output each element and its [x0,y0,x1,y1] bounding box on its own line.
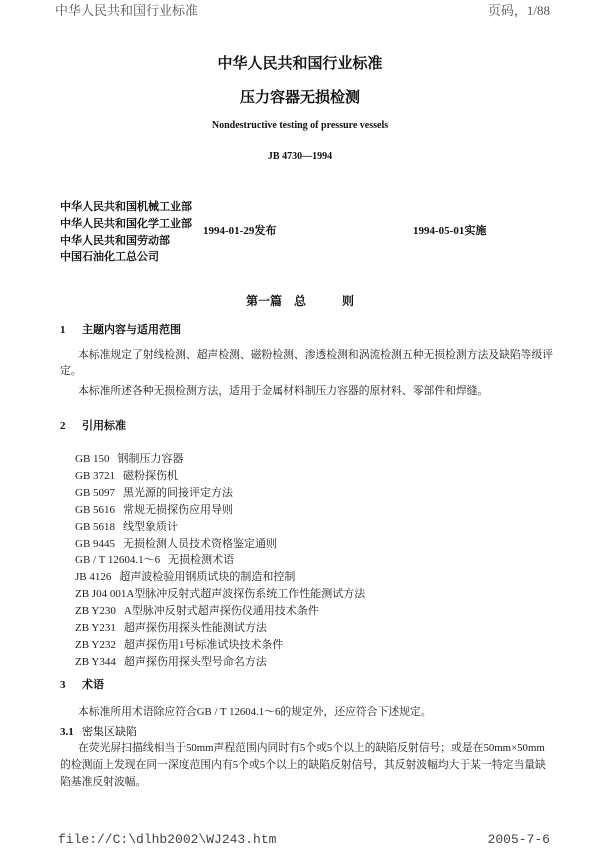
reference-code: GB 3721 [75,469,116,482]
reference-code: GB 150 [75,453,110,465]
paragraph: 在荧光屏扫描线相当于50mm声程范围内同时有5个或5个以上的缺陷反射信号；或是在50mm×50mm的检测面上发现在同一深度范围内有5个或5个以上的缺陷反射信号，其反射波幅均大于某一特定当量缺陷基准反射波幅。 [60,742,546,788]
english-title: Nondestructive testing of pressure vessels [211,120,389,131]
subsection-3-1-heading [60,723,137,739]
section-title: 术语 [82,679,104,691]
header-title: 中华人民共和国行业标准 [55,3,199,18]
reference-item [75,484,233,500]
reference-code: GB 5616 [75,503,116,516]
reference-item [75,653,267,669]
issuer: 中国石油化工总公司 [60,251,159,263]
section-number: 3 [60,679,66,691]
section-2-heading [60,417,126,433]
reference-code: ZB Y231 [75,622,116,634]
reference-name: 型脉冲反射式超声波探伤系统工作性能测试方法 [134,588,366,601]
chapter-title: 第一篇 总 则 [245,294,354,308]
reference-name: 磁粉探伤机 [123,469,179,482]
issuer: 中华人民共和国化学工业部 [60,218,192,230]
subsection-number: 3.1 [60,726,74,738]
reference-item [75,535,277,551]
reference-code: GB 5097 [75,486,116,499]
reference-code: ZB Y232 [75,638,116,651]
reference-item [75,619,267,635]
reference-code: ZB Y230 [75,605,116,618]
section-title: 主题内容与适用范围 [82,324,181,336]
reference-name: 线型象质计 [123,520,179,533]
reference-name: 常规无损探伤应用导则 [123,503,234,516]
page-number: 页码，1/88 [487,3,550,18]
reference-item [75,636,283,652]
reference-code: JB 4126 [75,571,112,584]
reference-code: ZB J04 001A [75,588,135,601]
issue-date: 1994-01-29发布 [203,225,277,237]
print-date: 2005-7-6 [487,832,550,847]
reference-item [75,602,319,618]
reference-code: ZB Y344 [75,655,116,668]
reference-item [75,568,295,584]
reference-name: 无损检测术语 [168,554,235,567]
reference-name: 超声探伤用探头性能测试方法 [123,622,267,634]
section-3-heading [60,676,104,692]
effective-date: 1994-05-01实施 [413,225,487,237]
section-number: 1 [60,324,66,336]
paragraph: 本标准规定了射线检测、超声检测、磁粉检测、渗透检测和涡流检测五种无损检测方法及缺陷等级评定。 [60,349,554,377]
reference-code: GB / T 12604.1～6 [75,554,161,567]
reference-name: 钢制压力容器 [117,453,184,465]
issuer: 中华人民共和国机械工业部 [60,201,192,213]
reference-code: GB 5618 [75,520,116,533]
file-path: file://C:\dlhb2002\WJ243.htm [58,832,277,847]
section-title: 引用标准 [82,420,126,432]
section-number: 2 [60,420,66,432]
reference-name: 超声探伤用1号标准试块技术条件 [123,638,284,651]
reference-item [75,518,178,534]
paragraph: 本标准所用术语除应符合GB / T 12604.1～6的规定外，还应符合下述规定。 [78,706,432,718]
subsection-title: 密集区缺陷 [82,726,137,738]
reference-item [75,585,365,601]
issuer: 中华人民共和国劳动部 [60,235,170,247]
reference-name: A型脉冲反射式超声探伤仪通用技术条件 [123,605,319,618]
reference-item [75,501,233,517]
reference-item [75,450,184,466]
reference-name: 黑光源的间接评定方法 [123,486,234,499]
standard-code: JB 4730—1994 [267,151,333,162]
paragraph: 本标准所述各种无损检测方法，适用于金属材料制压力容器的原材料、零部件和焊缝。 [78,385,489,397]
reference-name: 超声探伤用探头型号命名方法 [123,655,267,668]
reference-item [75,467,178,483]
reference-name: 无损检测人员技术资格鉴定通则 [123,537,278,550]
standard-category: 中华人民共和国行业标准 [217,56,383,72]
section-1-heading [60,321,181,337]
reference-item [75,551,234,567]
reference-code: GB 9445 [75,537,116,550]
reference-name: 超声波检验用钢质试块的制造和控制 [119,571,296,584]
document-title: 压力容器无损检测 [239,90,360,106]
